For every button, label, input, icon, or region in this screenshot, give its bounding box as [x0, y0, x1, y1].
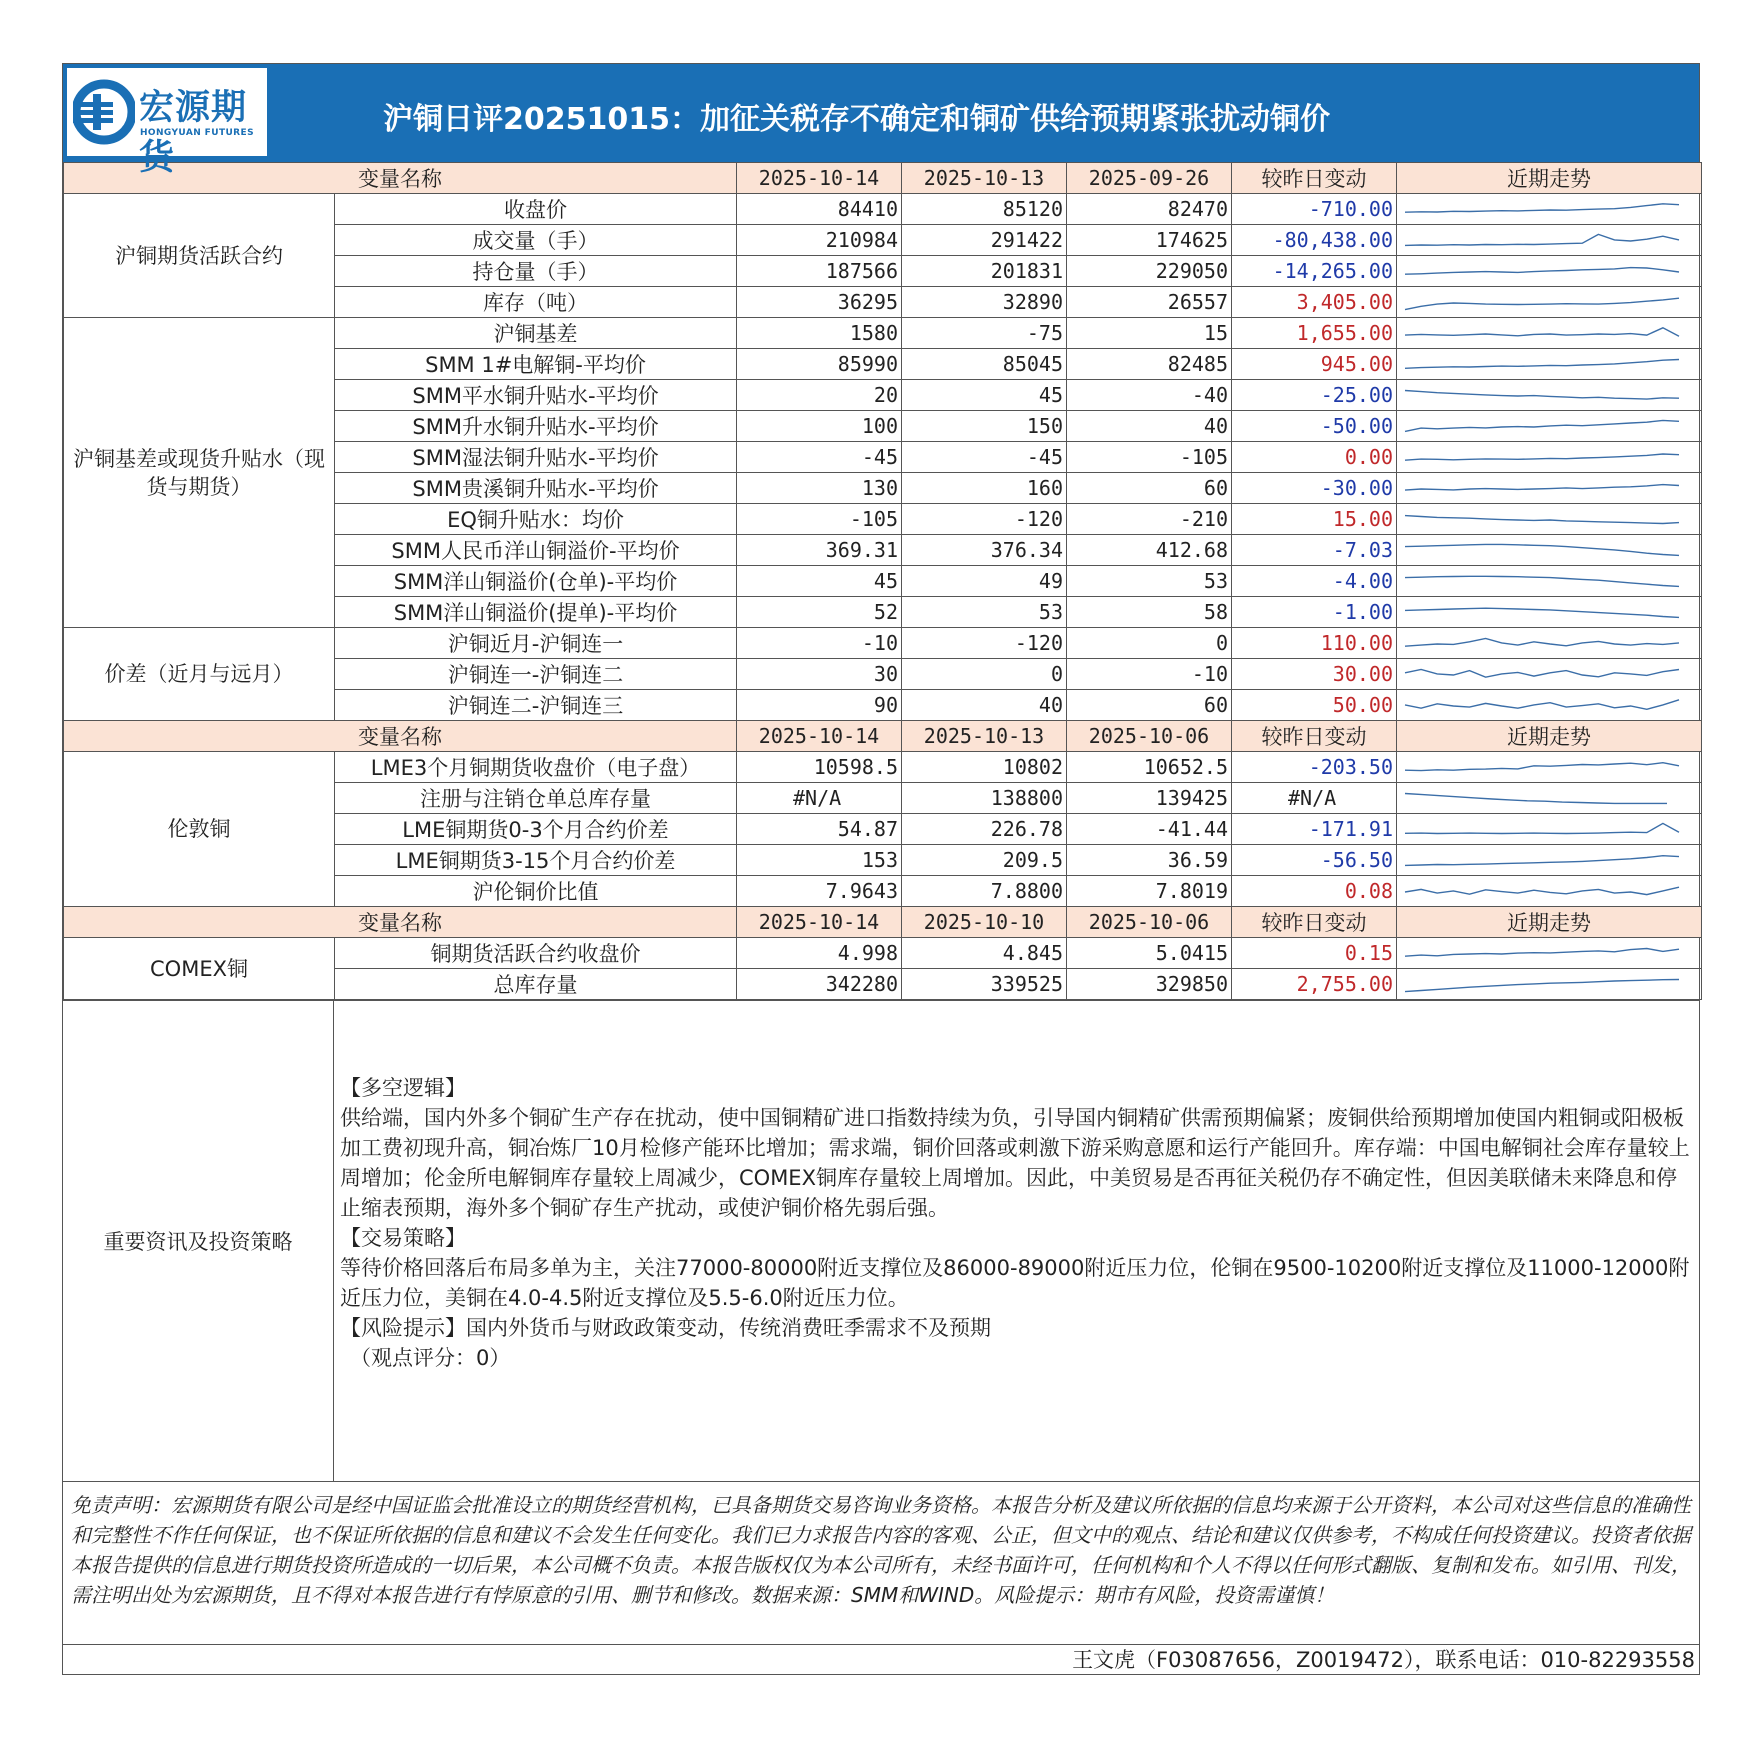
value-cell: 0: [1067, 628, 1232, 659]
variable-name: SMM人民币洋山铜溢价-平均价: [335, 535, 737, 566]
sparkline-path: [1405, 608, 1679, 617]
sparkline-cell: [1397, 845, 1702, 876]
page-title: 沪铜日评20251015：加征关税存不确定和铜矿供给预期紧张扰动铜价: [383, 102, 1330, 137]
value-cell: 0: [902, 659, 1067, 690]
sparkline-path: [1405, 327, 1679, 335]
change-cell: 50.00: [1232, 690, 1397, 721]
sparkline-cell: [1397, 783, 1702, 814]
value-cell: 342280: [737, 969, 902, 1000]
sparkline-cell: [1397, 442, 1702, 473]
sparkline-cell: [1397, 752, 1702, 783]
trend-sparkline: [1397, 474, 1697, 503]
value-cell: 139425: [1067, 783, 1232, 814]
value-cell: 150: [902, 411, 1067, 442]
variable-name: 持仓量（手）: [335, 256, 737, 287]
value-cell: 10598.5: [737, 752, 902, 783]
value-cell: 58: [1067, 597, 1232, 628]
strategy-paragraph: 供给端，国内外多个铜矿生产存在扰动，使中国铜精矿进口指数持续为负，引导国内铜精矿供需预期偏紧；废铜供给预期增加使国内粗铜或阳极板加工费初现升高，铜冶炼厂10月检修产能环比增加；需求端，铜价回落或刺激下游采购意愿和运行产能回升。库存端：中国电解铜社会库存量较上周增加；伦金所电解铜库存量较上周减少，COMEX铜库存量较上周增加。因此，中美贸易是否再征关税仍存不确定性，但因美联储未来降息和停止缩表预期，海外多个铜矿存生产扰动，或使沪铜价格先弱后强。: [340, 1106, 1690, 1220]
value-cell: 138800: [902, 783, 1067, 814]
value-cell: 45: [737, 566, 902, 597]
change-cell: 2,755.00: [1232, 969, 1397, 1000]
change-cell: 3,405.00: [1232, 287, 1397, 318]
header-trend: 近期走势: [1397, 163, 1702, 194]
header-date: 2025-10-14: [737, 907, 902, 938]
trend-sparkline: [1397, 815, 1697, 844]
trend-sparkline: [1397, 784, 1697, 813]
value-cell: 339525: [902, 969, 1067, 1000]
strategy-paragraph: 【风险提示】国内外货币与财政政策变动，传统消费旺季需求不及预期: [340, 1316, 991, 1340]
trend-sparkline: [1397, 846, 1697, 875]
disclaimer: 免责声明：宏源期货有限公司是经中国证监会批准设立的期货经营机构，已具备期货交易咨询业务资格。本报告分析及建议所依据的信息均来源于公开资料，本公司对这些信息的准确性和完整性不作任何保证，也不保证所依据的信息和建议不会发生任何变化。我们已力求报告内容的客观、公正，但文中的观点、结论和建议仅供参考，不构成任何投资建议。投资者依据本报告提供的信息进行期货投资所造成的一切后果，本公司概不负责。本报告版权仅为本公司所有，未经书面许可，任何机构和个人不得以任何形式翻版、复制和发布。如引用、刊发，需注明出处为宏源期货，且不得对本报告进行有悖原意的引用、删节和修改。数据来源：SMM和WIND。风险提示：期市有风险，投资需谨慎！: [63, 1481, 1699, 1644]
variable-name: 注册与注销仓单总库存量: [335, 783, 737, 814]
sparkline-cell: [1397, 969, 1702, 1000]
variable-name: 沪铜连一-沪铜连二: [335, 659, 737, 690]
category-label: 沪铜基差或现货升贴水（现货与期货）: [64, 318, 335, 628]
header-change: 较昨日变动: [1232, 163, 1397, 194]
value-cell: 82485: [1067, 349, 1232, 380]
sparkline-path: [1405, 669, 1679, 677]
value-cell: 187566: [737, 256, 902, 287]
sparkline-cell: [1397, 597, 1702, 628]
sparkline-path: [1405, 762, 1679, 770]
variable-name: SMM洋山铜溢价(提单)-平均价: [335, 597, 737, 628]
change-cell: -710.00: [1232, 194, 1397, 225]
sparkline-cell: [1397, 473, 1702, 504]
value-cell: 100: [737, 411, 902, 442]
sparkline-path: [1405, 234, 1679, 245]
sparkline-cell: [1397, 876, 1702, 907]
change-cell: -30.00: [1232, 473, 1397, 504]
value-cell: -105: [737, 504, 902, 535]
value-cell: -40: [1067, 380, 1232, 411]
value-cell: 174625: [1067, 225, 1232, 256]
strategy-paragraph: 【交易策略】: [340, 1226, 466, 1250]
trend-sparkline: [1397, 288, 1697, 317]
trend-sparkline: [1397, 753, 1697, 782]
category-label: 价差（近月与远月）: [64, 628, 335, 721]
value-cell: 36295: [737, 287, 902, 318]
value-cell: 82470: [1067, 194, 1232, 225]
value-cell: 7.9643: [737, 876, 902, 907]
change-cell: 30.00: [1232, 659, 1397, 690]
variable-name: LME3个月铜期货收盘价（电子盘）: [335, 752, 737, 783]
variable-name: SMM洋山铜溢价(仓单)-平均价: [335, 566, 737, 597]
sparkline-cell: [1397, 628, 1702, 659]
sparkline-path: [1405, 454, 1679, 460]
hongyuan-logo-icon: [73, 76, 135, 148]
sparkline-cell: [1397, 411, 1702, 442]
strategy-paragraph: 【多空逻辑】: [340, 1076, 466, 1100]
sparkline-cell: [1397, 225, 1702, 256]
change-cell: -1.00: [1232, 597, 1397, 628]
value-cell: 10802: [902, 752, 1067, 783]
header-date: 2025-10-13: [902, 163, 1067, 194]
header-date: 2025-10-10: [902, 907, 1067, 938]
variable-name: SMM 1#电解铜-平均价: [335, 349, 737, 380]
value-cell: -105: [1067, 442, 1232, 473]
trend-sparkline: [1397, 691, 1697, 720]
sparkline-path: [1405, 823, 1679, 833]
trend-sparkline: [1397, 505, 1697, 534]
variable-name: 沪铜连二-沪铜连三: [335, 690, 737, 721]
value-cell: 209.5: [902, 845, 1067, 876]
value-cell: -41.44: [1067, 814, 1232, 845]
value-cell: 291422: [902, 225, 1067, 256]
sparkline-path: [1405, 203, 1679, 211]
change-cell: -56.50: [1232, 845, 1397, 876]
value-cell: 1580: [737, 318, 902, 349]
header-variable-name: 变量名称: [64, 721, 737, 752]
header-change: 较昨日变动: [1232, 907, 1397, 938]
trend-sparkline: [1397, 660, 1697, 689]
change-cell: 0.15: [1232, 938, 1397, 969]
trend-sparkline: [1397, 970, 1697, 999]
value-cell: 36.59: [1067, 845, 1232, 876]
value-cell: -45: [737, 442, 902, 473]
change-cell: -4.00: [1232, 566, 1397, 597]
sparkline-cell: [1397, 287, 1702, 318]
variable-name: 沪伦铜价比值: [335, 876, 737, 907]
value-cell: 15: [1067, 318, 1232, 349]
variable-name: 库存（吨）: [335, 287, 737, 318]
sparkline-path: [1405, 390, 1679, 399]
value-cell: 376.34: [902, 535, 1067, 566]
header-date: 2025-10-14: [737, 163, 902, 194]
sparkline-cell: [1397, 318, 1702, 349]
sparkline-path: [1405, 948, 1679, 956]
sparkline-cell: [1397, 566, 1702, 597]
change-cell: -80,438.00: [1232, 225, 1397, 256]
trend-sparkline: [1397, 412, 1697, 441]
strategy-paragraph: （观点评分：0）: [350, 1346, 511, 1370]
value-cell: 229050: [1067, 256, 1232, 287]
sparkline-path: [1405, 515, 1679, 523]
trend-sparkline: [1397, 536, 1697, 565]
change-cell: #N/A: [1232, 783, 1397, 814]
logo-chinese-name: 宏源期货: [139, 88, 248, 178]
value-cell: -45: [902, 442, 1067, 473]
data-table: [63, 162, 1702, 1000]
table-row: [64, 194, 1702, 225]
value-cell: -120: [902, 504, 1067, 535]
value-cell: #N/A: [737, 783, 902, 814]
change-cell: 0.08: [1232, 876, 1397, 907]
value-cell: 90: [737, 690, 902, 721]
sparkline-cell: [1397, 814, 1702, 845]
variable-name: SMM升水铜升贴水-平均价: [335, 411, 737, 442]
sparkline-path: [1405, 887, 1679, 894]
variable-name: 铜期货活跃合约收盘价: [335, 938, 737, 969]
value-cell: -10: [1067, 659, 1232, 690]
sparkline-path: [1405, 544, 1679, 555]
value-cell: 84410: [737, 194, 902, 225]
value-cell: 329850: [1067, 969, 1232, 1000]
data-table-body: [64, 163, 1702, 1000]
change-cell: -203.50: [1232, 752, 1397, 783]
company-logo: [67, 68, 267, 178]
sparkline-cell: [1397, 256, 1702, 287]
value-cell: 26557: [1067, 287, 1232, 318]
trend-sparkline: [1397, 598, 1697, 627]
variable-name: EQ铜升贴水：均价: [335, 504, 737, 535]
value-cell: 85045: [902, 349, 1067, 380]
value-cell: 85120: [902, 194, 1067, 225]
header-change: 较昨日变动: [1232, 721, 1397, 752]
change-cell: -171.91: [1232, 814, 1397, 845]
value-cell: 85990: [737, 349, 902, 380]
sparkline-path: [1405, 484, 1679, 490]
value-cell: 10652.5: [1067, 752, 1232, 783]
sparkline-cell: [1397, 194, 1702, 225]
change-cell: -50.00: [1232, 411, 1397, 442]
sparkline-path: [1405, 793, 1667, 803]
value-cell: 201831: [902, 256, 1067, 287]
trend-sparkline: [1397, 877, 1697, 906]
report: [62, 63, 1700, 1675]
value-cell: 30: [737, 659, 902, 690]
strategy-label: 重要资讯及投资策略: [63, 1001, 334, 1481]
table-header-row: [64, 163, 1702, 194]
category-label: 伦敦铜: [64, 752, 335, 907]
strategy-section: [63, 1000, 1699, 1481]
sparkline-cell: [1397, 938, 1702, 969]
table-row: [64, 752, 1702, 783]
trend-sparkline: [1397, 443, 1697, 472]
strategy-paragraph: 等待价格回落后布局多单为主，关注77000-80000附近支撑位及86000-89000附近压力位，伦铜在9500-10200附近支撑位及11000-12000附近压力位，美铜在4.0-4.5附近支撑位及5.5-6.0附近压力位。: [340, 1256, 1690, 1310]
sparkline-cell: [1397, 690, 1702, 721]
analyst-contact: 王文虎（F03087656，Z0019472），联系电话：010-82293558: [63, 1644, 1699, 1674]
variable-name: 成交量（手）: [335, 225, 737, 256]
sparkline-path: [1405, 420, 1679, 431]
table-row: [64, 938, 1702, 969]
variable-name: 收盘价: [335, 194, 737, 225]
value-cell: 4.845: [902, 938, 1067, 969]
value-cell: 153: [737, 845, 902, 876]
change-cell: 945.00: [1232, 349, 1397, 380]
trend-sparkline: [1397, 257, 1697, 286]
value-cell: 54.87: [737, 814, 902, 845]
sparkline-path: [1405, 979, 1679, 991]
change-cell: -14,265.00: [1232, 256, 1397, 287]
value-cell: -210: [1067, 504, 1232, 535]
header-date: 2025-10-13: [902, 721, 1067, 752]
variable-name: 沪铜基差: [335, 318, 737, 349]
sparkline-path: [1405, 359, 1679, 368]
trend-sparkline: [1397, 939, 1697, 968]
variable-name: SMM贵溪铜升贴水-平均价: [335, 473, 737, 504]
header-date: 2025-10-06: [1067, 721, 1232, 752]
variable-name: LME铜期货3-15个月合约价差: [335, 845, 737, 876]
value-cell: 4.998: [737, 938, 902, 969]
value-cell: 7.8019: [1067, 876, 1232, 907]
table-row: [64, 318, 1702, 349]
logo-english-name: HONGYUAN FUTURES: [140, 128, 254, 138]
trend-sparkline: [1397, 195, 1697, 224]
value-cell: 60: [1067, 690, 1232, 721]
header-variable-name: 变量名称: [64, 163, 737, 194]
change-cell: 110.00: [1232, 628, 1397, 659]
value-cell: 53: [1067, 566, 1232, 597]
header-date: 2025-10-14: [737, 721, 902, 752]
change-cell: 1,655.00: [1232, 318, 1397, 349]
header-date: 2025-10-06: [1067, 907, 1232, 938]
trend-sparkline: [1397, 319, 1697, 348]
sparkline-cell: [1397, 380, 1702, 411]
value-cell: -10: [737, 628, 902, 659]
value-cell: 5.0415: [1067, 938, 1232, 969]
table-row: [64, 628, 1702, 659]
value-cell: 52: [737, 597, 902, 628]
value-cell: 53: [902, 597, 1067, 628]
category-label: 沪铜期货活跃合约: [64, 194, 335, 318]
header-variable-name: 变量名称: [64, 907, 737, 938]
variable-name: LME铜期货0-3个月合约价差: [335, 814, 737, 845]
variable-name: SMM平水铜升贴水-平均价: [335, 380, 737, 411]
variable-name: 沪铜近月-沪铜连一: [335, 628, 737, 659]
sparkline-path: [1405, 638, 1679, 646]
sparkline-path: [1405, 267, 1679, 274]
category-label: COMEX铜: [64, 938, 335, 1000]
trend-sparkline: [1397, 567, 1697, 596]
change-cell: -7.03: [1232, 535, 1397, 566]
header-trend: 近期走势: [1397, 721, 1702, 752]
sparkline-cell: [1397, 535, 1702, 566]
sparkline-path: [1405, 576, 1679, 586]
value-cell: 7.8800: [902, 876, 1067, 907]
value-cell: 412.68: [1067, 535, 1232, 566]
trend-sparkline: [1397, 381, 1697, 410]
trend-sparkline: [1397, 629, 1697, 658]
value-cell: -75: [902, 318, 1067, 349]
value-cell: 40: [902, 690, 1067, 721]
trend-sparkline: [1397, 350, 1697, 379]
sparkline-cell: [1397, 349, 1702, 380]
sparkline-path: [1405, 855, 1679, 865]
strategy-text: [334, 1001, 1699, 1481]
value-cell: 160: [902, 473, 1067, 504]
variable-name: 总库存量: [335, 969, 737, 1000]
value-cell: 226.78: [902, 814, 1067, 845]
header-date: 2025-09-26: [1067, 163, 1232, 194]
value-cell: -120: [902, 628, 1067, 659]
sparkline-cell: [1397, 659, 1702, 690]
table-header-row: [64, 907, 1702, 938]
value-cell: 49: [902, 566, 1067, 597]
sparkline-path: [1405, 298, 1679, 309]
change-cell: 0.00: [1232, 442, 1397, 473]
value-cell: 130: [737, 473, 902, 504]
sparkline-cell: [1397, 504, 1702, 535]
change-cell: -25.00: [1232, 380, 1397, 411]
sparkline-path: [1405, 699, 1679, 709]
value-cell: 369.31: [737, 535, 902, 566]
change-cell: 15.00: [1232, 504, 1397, 535]
value-cell: 60: [1067, 473, 1232, 504]
value-cell: 210984: [737, 225, 902, 256]
trend-sparkline: [1397, 226, 1697, 255]
header-trend: 近期走势: [1397, 907, 1702, 938]
value-cell: 32890: [902, 287, 1067, 318]
table-header-row: [64, 721, 1702, 752]
value-cell: 45: [902, 380, 1067, 411]
value-cell: 40: [1067, 411, 1232, 442]
variable-name: SMM湿法铜升贴水-平均价: [335, 442, 737, 473]
value-cell: 20: [737, 380, 902, 411]
